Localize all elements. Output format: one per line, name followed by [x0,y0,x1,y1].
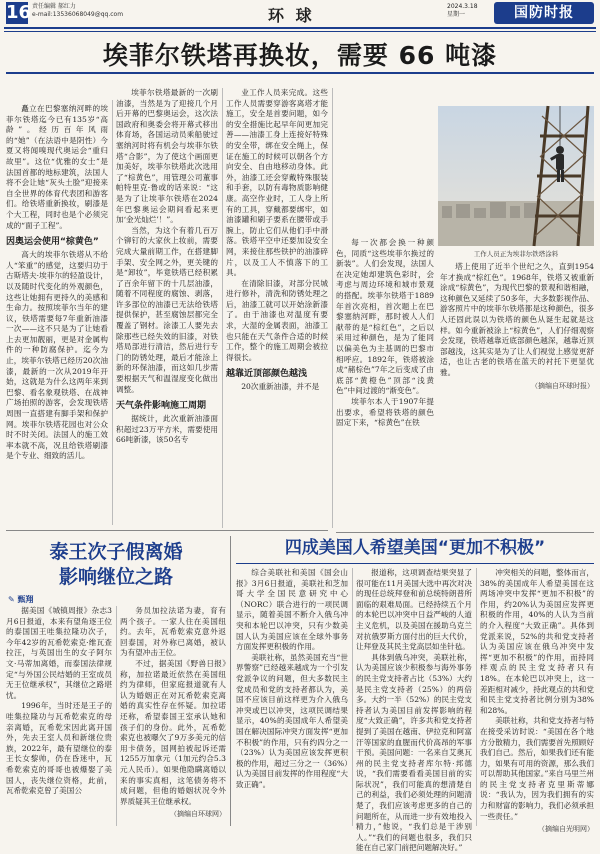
article3-byline-wrap [8,594,34,605]
article2-col1-text-b: 美联社称，虽然美国充当“世界警察”已经越来越成为一个引发党派争议的问题，但大多数民主党成员和党的支持者都认为，美国不应该目前这样更为介入俄乌冲突或巴以冲突，这项民调结果显示，40%的美国成年人希望美国在解决国际冲突方面发挥“更加不积极”的作用，只有约四分之一（23%）认为美国应该发挥更积极的作用，超过三分之一（36%）认为美国目前发挥的作用程度“大致正确”。 [236,652,348,789]
article1-col5-text-a: 塔上使用了近半个世纪之久，直到1954年才换成“棕红色”。1968年，铁塔又被重新涂成“棕黄色”，为现代巴黎的景观和谐相融，这种颜色又延续了50多年，大多数影视作品、游客照片中的埃菲尔铁塔都是这种颜色，很多人还固此误以为铁塔的颜色从诞生起就是这样。如今重新被涂上“棕黄色”，人们仔细观察会发现，铁塔越靠近底部颜色越深，越靠近顶部越浅，这其实是为了让人们视觉上感觉更舒适，也让古老的铁塔在蓝天的衬托下更显优雅。 [440,262,594,377]
article3-title-line2: 影响继位之路 [58,566,173,588]
header-rule-thin [4,31,596,32]
article1-col3 [226,88,328,528]
author-icon: ✎ [8,595,15,604]
article2-col2 [356,568,472,853]
article2-col3-text-b: 美联社称，共和党支持者与特在接受采访时说：“美国在各个地方分散精力，我们需要首先照顾好我们自己。然后，如果我们还有能力，如果有可用的资源，那么我们可以帮助其他国家。”来自马里兰州的民主党支持者克里斯蒂娜说：“我认为，因为我们拥有的实力和财富的影响力，我们必须承担一些责任。” [480,716,594,821]
editor-name: 责任编辑 郝红力 [32,3,76,10]
newspaper-logo: 国防时报 [494,2,594,24]
article2-source: （摘编自光明网） [538,825,594,834]
article3-byline: 甄翔 [17,595,34,604]
issue-weekday: 星期一 [447,11,466,18]
issue-date: 2024.3.18 [447,3,478,10]
article1-col2-text-c: 据统计，此次重新油漆面积超过23万平方米，需要使用66吨新漆，该50名专 [116,414,218,445]
title-rule [6,72,594,74]
article3-col1 [6,606,112,826]
article3-col2-text-b: 不过，据美国《野兽日报》称，加拉诺最近依然在美国纽约为律师，但家庭报道就有人认为婚姻正在对瓦希乾索克离婚的真实性存在怀疑。加拉诺还称，希望泰国王室承认她和孩子们的身份。此外，瓦希乾索克也被曝欠了9万多美元的信用卡债务，国网拍被起诉还需1255万加拿元（1加元约合5.3元人民币）。如果他隐瞒离婚以来的事实真相，这笔债务将不成问题，但他的婚姻状况令外界质疑其王位继承权。 [120,658,226,806]
article3-title-line1: 泰王次子假离婚 [49,541,183,563]
article1-col3-text-a: 业工作人员来完成。这些工作人员需要穿游客离塔才能施工，安全是首要问题，如今的安全措施比起早年间更加完善——油漆工身上连接好特殊的安全带，绑在安全绳上，保证在施工的时候可以朝各个方向安全、自由地移动身体。此外，油漆工还会穿戴特殊服装和手套，以防有毒物质影响健康。高空作业时，工人身上所有的工具，穿戴都要绑牢，如油漆罐和刷子要系在腰带或手腕上，防止它们从他们手中滑落。铁塔平空中还要加设安全网，来接住那些铁护的油漆碎片，以及工人不慎落下的工具。 [226,88,328,278]
page-header [0,0,600,30]
article1-col3-text-b: 在清除旧漆，对部分民城进行修补，清洗和防锈处理之后，油漆工就可以开始涂新漆了。由于油漆也对温度有要求，大湿的金属表面，油漆工也只能在天气条件合适的时候工作，整个的施工周期会被拉得很长。 [226,278,328,362]
col-divider [222,88,223,528]
article1-col2-text-b: 当然，为这个有着几百万个铆钉的大家伙上妆前，需要完成大量前期工作，在搭建脚手架、安全网之外，更关键的是“卸妆”，毕竟铁塔已经积累了百余年留下的十几层油漆，随着不同程度的腐蚀、剥落，许多部位的油漆已无法给铁塔提供保护，甚至腐蚀层都完全覆盖了钢材。涂漆工人要先去除那些已经失效的旧漆，对铁塔局部进行清洁，然后进行专门的防锈处理，最后才能涂上新的环保油漆，而这如几步需要根据天气和温湿度变化做出调整。 [116,225,218,394]
col-divider [332,88,333,528]
article2-title-box [236,536,594,560]
article1-col4 [336,238,434,470]
article2-col3-text-a: 冲突相关的问题，整体而言，38%的美国成年人希望美国在这两场冲突中发挥“更加不积极”的作用，约20%认为美国应发挥更积极的作用，40%的人认为当前的介入程度“大致正确”。具体到党派来说，52%的共和党支持者认为美国应该在俄乌冲突中发挥“更加不积极”的作用，而持同样观点的民主党支持者只有18%。在本轮巴以冲突上，这一差距相对减少，持此观点的共和党和民主党支持者比例分别为38%和28%。 [480,568,594,715]
article3-title [6,540,226,590]
editor-email: e-mail:13536068049@qq.com [32,11,124,18]
article1-col1 [6,104,108,524]
editor-info [32,3,123,19]
article2-title: 四成美国人希望美国“更加不积极” [284,538,546,558]
article1-subhead-3: 越靠近顶部颜色越浅 [226,369,308,380]
article2-col1-text-a: 综合美联社和美国《国会山报》3月6日报道，美联社和芝加哥大学全国民意研究中心（NORC）联合进行的一项民调显示，随着美国不断介入俄乌冲突和本轮巴以冲突，只有少数美国人认为美国应该在全球外事务方面发挥更积极的作用。 [236,568,348,652]
article2-col2-text-b: 具体到俄乌冲突，美联社称，认为美国应该少积极参与海外事务的民主党支持者占比（53%）大约是民主党支持者（25%）的两倍多。大约一半（52%）的民主党支持者认为美国目前发挥影响的程度“大致正确”，许多共和党支持者提到了美国在越南、伊拉克和阿富汗等国家的血腥而代价高昂的军事干预。美国问题：一名来自艾奥瓦州的民主党支持者库尔特·邦德说，“我们需要看看美国目前的实际状况”，我们可能真的想清楚自己的利益，我们必须处理的问题清楚了，我们应该考虑更多的自己的问题所在，从而进一步有效地投入精力，”他说，“我们总是干涉别人。”“我们的问题也很多，我们只能在自己家门前把问题解决好。” [356,652,472,853]
article1-col1-text-b: 高大的埃菲尔铁塔从不给人“笨重”的感觉，这要归功于古斯塔夫·埃菲尔的轻盈设计，以及随时代变化的外观颜色，这些让她拥有更持久的美感和生命力。按照埃菲尔当年的建议，铁塔需要每7年重新油漆一次——这不只是为了让她看上去更加靓丽，更是对金属构件的一种防腐保护。迄今为止，埃菲尔铁塔已经历20次油漆，最新的一次从2019年开始，这就是为什么这两年来到巴黎、看名象观铁塔、在战神广场拍照的游客，会发现铁塔周围一直搭建有脚手架和保护网。埃菲尔铁塔花园也对公众时不时关闭。法国人的施工效率本就不高，况且给铁塔刷漆是个专业、细致的活儿。 [6,250,108,461]
col-divider [230,536,231,826]
article1-col3-text-c: 20次重新油漆，并不是 [241,382,320,392]
article2-col1 [236,568,348,826]
article1-col4-text-a: 每一次都会换一种颜色，同质“这些埃菲尔换过的新装”。人们会发现，法国人在决定她却建筑色彩时，会考虑与周边环境和城市景观的搭配。埃菲尔铁塔于1889年首次亮相，首次题上在巴黎塞纳河畔，那时被人人们献带的是“棕红色”，之后以采用过种颜色，是为了能同以偏美色为主基调的巴黎市相呼应。1892年，铁塔被涂成“赭棕色”7年之后变成了由底部“黄橙色”顶部“浅黄色”中间过渡的“渐变色”。 [336,238,434,396]
col-divider [116,606,117,826]
article3-col2-text-a: 务员加拉法诺为妻，育有两个孩子。一家人住在美国纽约。去年，瓦希乾索克意外返回泰国，对外称已离婚，被认为有望冲击王位。 [120,606,226,658]
article2-col2-text-a: 报道称，这项调查结果突显了很可能在11月美国大选中再次对决的现任总统拜登和前总统特朗普所面临的艰难局面。已经持续五个月的本轮巴以冲突中日益严峻的人道主义危机，以及美国在援助乌克兰对抗俄罗斯方面付出的巨大代价，让拜登及其民主党高层如坐针毡。 [356,568,472,652]
article-divider [336,532,594,533]
article1-subhead-2: 天气条件影响施工周期 [116,401,207,412]
section-title: 环 球 [268,6,315,25]
article-divider [6,530,328,531]
issue-date-block [447,3,478,19]
article3-col1-text-b: 1996年，当时还是王子的哇集拉隆功与瓦希乾索克的母亲离婚，瓦希乾宋因此离开国外，先去王室人员和新继位贵族，2022年，最有望继位的泰王长女黎帅，仍在昏迷中，瓦希乾索克的哥哥也被爆娶了美国人，丧失继位资格，此前，瓦希乾索克曾了美国公 [6,701,112,796]
article3-source: （摘编自环球网） [170,810,226,819]
col-divider [112,100,113,525]
article1-subhead-1: 因奥运会使用“棕黄色” [6,237,99,248]
article1-col5 [440,262,594,472]
col-divider [352,568,353,826]
article1-col2-text-a: 埃菲尔铁塔最新的一次刷油漆，当然是为了迎接几个月后开幕的巴黎奥运会，这次法国政府和奥委会将开幕式移出体育场，各国运动员乘船驶过塞纳河时将有机会与埃菲尔铁塔“合影”，为了使这个画面更加美好，埃菲尔铁塔此次选用了“棕黄色”，用管理公司董事帕特里克·鲁或的话来说：“这是为了让埃菲尔铁塔在2024年巴黎奥运会期间看起来更加‘金光灿烂’！”。 [116,88,218,225]
article3-col2 [120,606,226,826]
header-rule [4,27,596,29]
eiffel-tower-photo-illustration [438,106,594,246]
article2-col3 [480,568,594,834]
eiffel-tower-photo [438,106,594,246]
article1-source: （摘编自环球时报） [531,381,594,390]
col-divider [476,568,477,826]
page-number: 16 [6,2,32,23]
article1-col2 [116,88,218,528]
article3-col1-text-a: 据美国《城镇周报》杂志3月6日报道，本来有望角逐王位的泰国国王哇集拉隆功次子，今年42岁的瓦希乾索克·维瓦查拉汪，与英国出生的女子阿尔文·马蒂加离婚，而泰国法律规定“与外国公民结婚的王室成员无王位继承权”，其继位之路堪忧。 [6,606,112,700]
photo-caption: 工作人员正为埃菲尔铁塔涂料 [473,250,559,258]
article2-title-rule [236,563,594,564]
article1-col1-text-a: 矗立在巴黎塞纳河畔的埃菲尔铁塔迄今已有135岁“高龄”。经历百年风雨的“她”（在法语中是阴性）今夏又将闻嗅现代奥运会“重归故里”。这位“优雅的女士”是法国首都的地标建筑，法国人将不会让她“灰头土脸”迎接来自全世界的体育代表团和游客们。给铁塔重新换妆，刷漆是个大工程，同时也是个必须完成的“面子工程”。 [6,104,108,230]
article1-title: 埃菲尔铁塔再换妆，需要 66 吨漆 [102,41,498,70]
article1-col4-text-b: 埃菲尔本人于1907年提出要求，希望将铁塔的颜色固定下来，“棕黄色”在铁 [336,396,434,428]
